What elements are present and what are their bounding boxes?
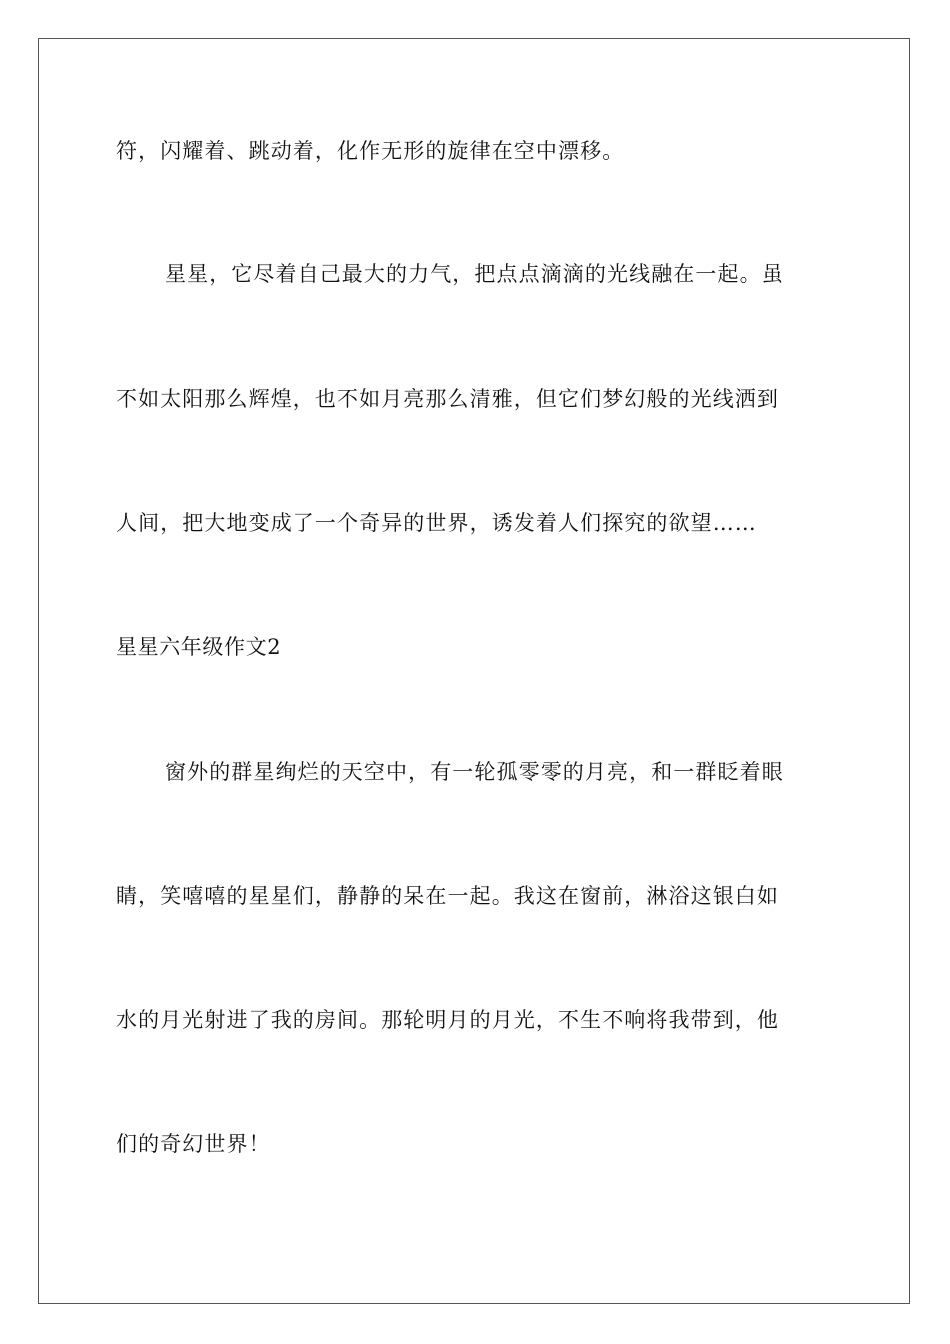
page-border: [38, 38, 910, 1304]
section-title: 星星六年级作文2: [116, 635, 282, 659]
paragraph-line: 水的月光射进了我的房间。那轮明月的月光，不生不响将我带到，他: [116, 1008, 779, 1032]
paragraph-line: 人间，把大地变成了一个奇异的世界，诱发着人们探究的欲望……: [116, 511, 757, 535]
paragraph-line: 们的奇幻世界！: [116, 1132, 271, 1156]
paragraph-line: 符，闪耀着、跳动着，化作无形的旋律在空中漂移。: [116, 139, 625, 163]
paragraph-line: 窗外的群星绚烂的天空中，有一轮孤零零的月亮，和一群眨着眼: [165, 760, 784, 784]
paragraph-line: 不如太阳那么辉煌，也不如月亮那么清雅，但它们梦幻般的光线洒到: [116, 387, 779, 411]
paragraph-line: 星星，它尽着自己最大的力气，把点点滴滴的光线融在一起。虽: [165, 262, 784, 286]
paragraph-line: 睛，笑嘻嘻的星星们，静静的呆在一起。我这在窗前，淋浴这银白如: [116, 884, 779, 908]
